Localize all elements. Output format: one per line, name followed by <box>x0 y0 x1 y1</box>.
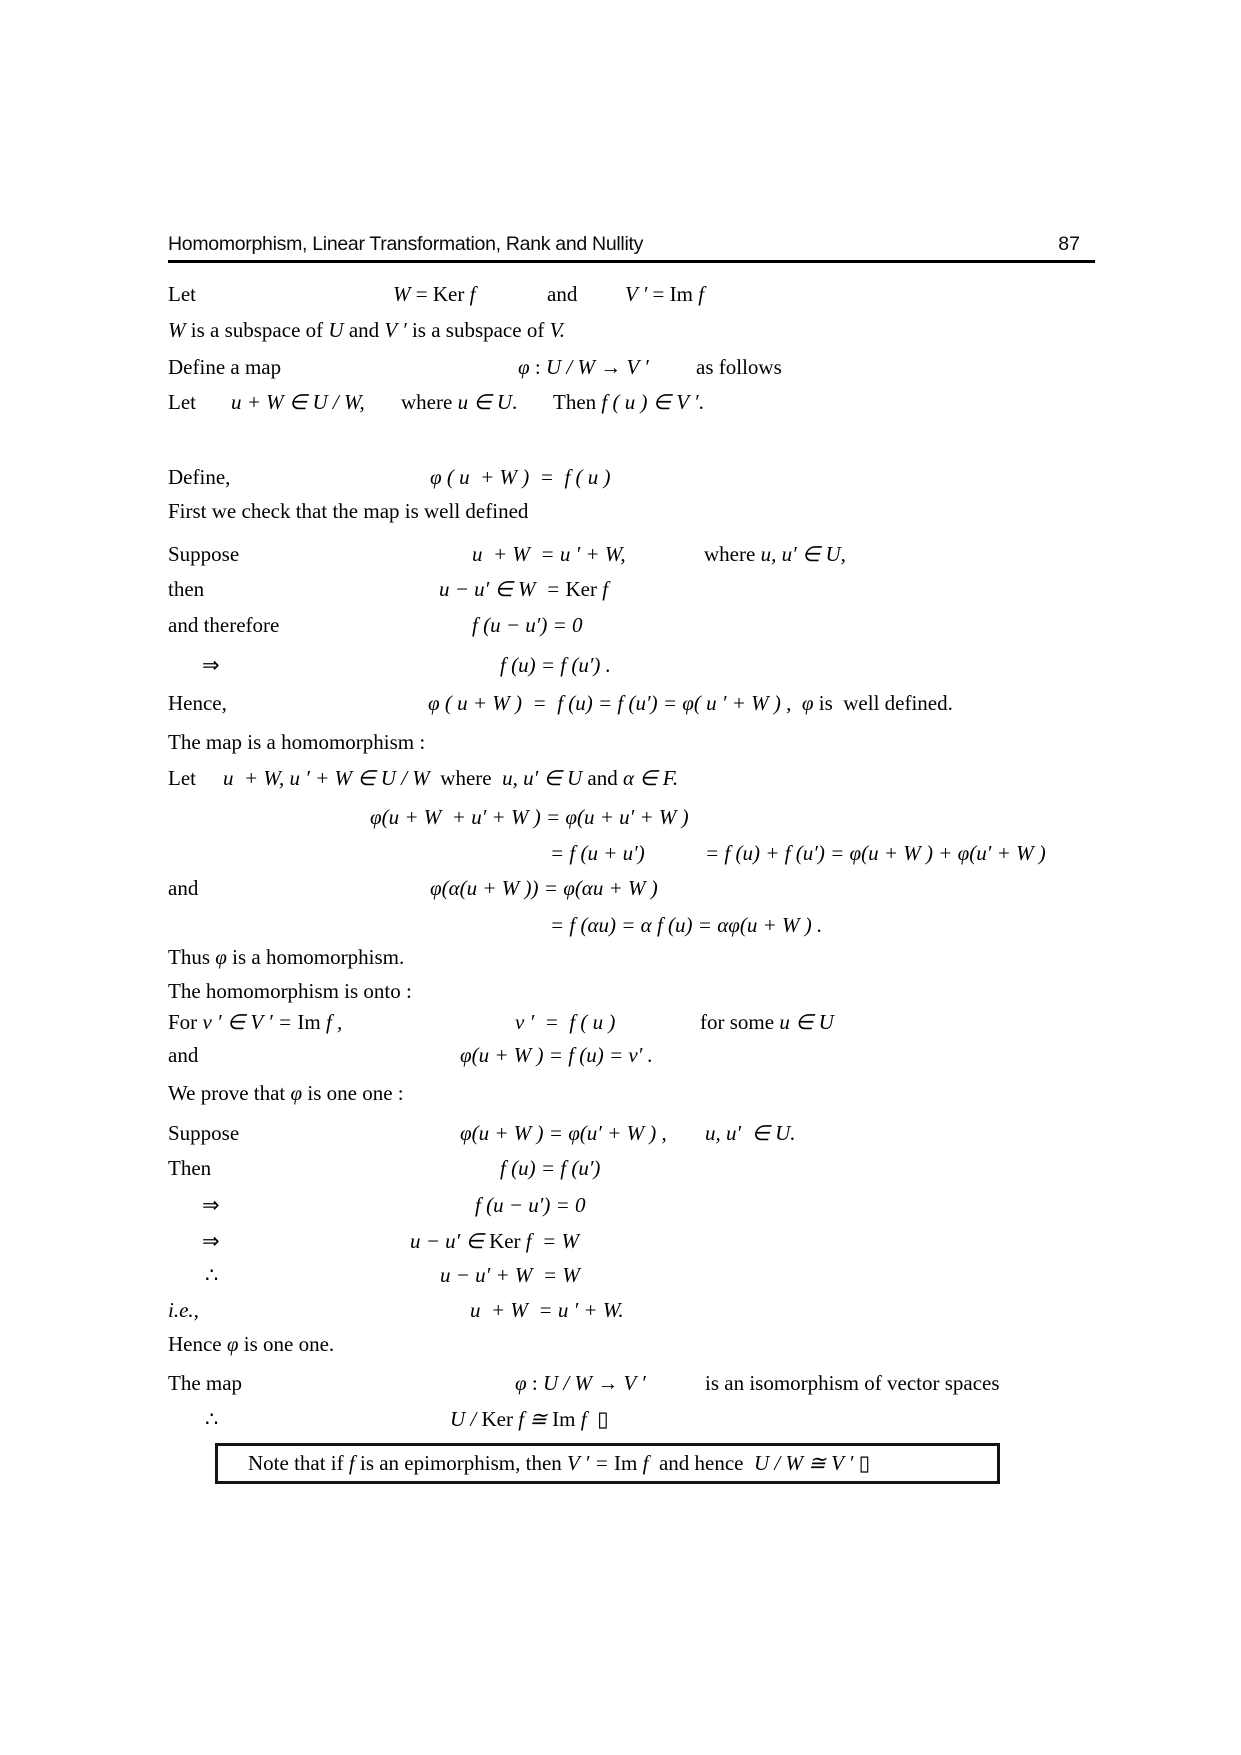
text-line <box>0 1190 1241 1220</box>
text-chunk: Suppose <box>168 1121 240 1145</box>
note-text: Note that if f is an epimorphism, then V ′ = Im f and hence U / W ≅ V ′ ▯ <box>248 1451 871 1475</box>
text-line <box>0 387 1241 417</box>
text-chunk: where u, u′ ∈ U, <box>704 542 846 566</box>
text-chunk: φ ( u + W ) = f ( u ) <box>430 465 611 489</box>
text-chunk: i.e., <box>168 1298 199 1322</box>
text-chunk: = f (u) + f (u′) = φ(u + W ) + φ(u′ + W ) <box>705 841 1046 865</box>
text-chunk: W is a subspace of U and V ′ is a subspace of V. <box>168 318 565 342</box>
text-line <box>0 610 1241 640</box>
text-chunk: u − u′ ∈ W = Ker f <box>439 577 609 601</box>
text-chunk: ⇒ <box>202 1193 220 1217</box>
text-line <box>0 315 1241 345</box>
text-line <box>0 496 1241 526</box>
text-line <box>0 838 1241 868</box>
text-line <box>0 1260 1241 1290</box>
text-chunk: is an isomorphism of vector spaces <box>705 1371 1000 1395</box>
text-line <box>0 1078 1241 1108</box>
text-chunk: v ′ = f ( u ) <box>515 1010 616 1034</box>
text-chunk: u, u′ ∈ U. <box>705 1121 796 1145</box>
header-rule <box>168 260 1095 263</box>
text-chunk: and <box>547 282 578 306</box>
text-chunk: φ : U / W → V ′ <box>518 355 649 379</box>
text-chunk: ⇒ <box>202 653 220 677</box>
text-chunk: = f (u + u′) <box>550 841 645 865</box>
text-chunk: φ : U / W → V ′ <box>515 1371 646 1395</box>
text-line <box>0 763 1241 793</box>
text-line <box>0 727 1241 757</box>
text-chunk: and <box>168 876 199 900</box>
text-chunk: Hence, <box>168 691 227 715</box>
text-line <box>0 1368 1241 1398</box>
text-chunk: u + W ∈ U / W, <box>231 390 365 414</box>
text-chunk: f (u) = f (u′) <box>500 1156 601 1180</box>
text-chunk: f (u) = f (u′) . <box>500 653 611 677</box>
text-line <box>0 1153 1241 1183</box>
text-chunk: Define, <box>168 465 231 489</box>
text-line <box>0 1329 1241 1359</box>
text-line <box>0 1295 1241 1325</box>
running-header-title: Homomorphism, Linear Transformation, Rank and Nullity <box>168 233 644 255</box>
note-box <box>215 1443 1000 1484</box>
text-chunk: f (u − u′) = 0 <box>472 613 583 637</box>
text-chunk: We prove that φ is one one : <box>168 1081 404 1105</box>
text-chunk: φ(u + W ) = f (u) = v′ . <box>460 1043 653 1067</box>
text-chunk: The homomorphism is onto : <box>168 979 412 1003</box>
text-line <box>0 352 1241 382</box>
text-chunk: ∴ <box>205 1407 219 1431</box>
text-chunk: First we check that the map is well defined <box>168 499 529 523</box>
text-chunk: φ(α(u + W )) = φ(αu + W ) <box>430 876 658 900</box>
text-line <box>0 574 1241 604</box>
text-chunk: φ ( u + W ) = f (u) = f (u′) = φ( u ′ + W ) , φ is well defined. <box>428 691 953 715</box>
text-line <box>0 1007 1241 1037</box>
text-chunk: Let <box>168 282 196 306</box>
text-line <box>0 1226 1241 1256</box>
text-chunk: φ(u + W ) = φ(u′ + W ) , <box>460 1121 667 1145</box>
text-chunk: u + W = u ′ + W. <box>470 1298 624 1322</box>
text-chunk: f (u − u′) = 0 <box>475 1193 586 1217</box>
text-chunk: u + W = u ′ + W, <box>472 542 626 566</box>
text-chunk: u + W, u ′ + W ∈ U / W where u, u′ ∈ U and α ∈ F. <box>223 766 679 790</box>
page-number: 87 <box>1058 233 1080 255</box>
text-line <box>0 802 1241 832</box>
text-chunk: as follows <box>696 355 782 379</box>
text-line <box>0 1040 1241 1070</box>
text-line <box>0 462 1241 492</box>
text-chunk: Suppose <box>168 542 240 566</box>
text-chunk: U / Ker f ≅ Im f ▯ <box>450 1407 609 1431</box>
text-chunk: ⇒ <box>202 1229 220 1253</box>
text-line <box>0 539 1241 569</box>
text-chunk: where u ∈ U. <box>401 390 518 414</box>
text-chunk: The map is a homomorphism : <box>168 730 426 754</box>
text-line <box>0 1404 1241 1434</box>
text-chunk: For v ′ ∈ V ′ = Im f , <box>168 1010 343 1034</box>
text-line <box>0 279 1241 309</box>
text-chunk: Let <box>168 766 196 790</box>
text-chunk: u − u′ + W = W <box>440 1263 580 1287</box>
text-chunk: Let <box>168 390 196 414</box>
text-line <box>0 650 1241 680</box>
text-chunk: Then <box>168 1156 212 1180</box>
text-line <box>0 910 1241 940</box>
text-chunk: Define a map <box>168 355 282 379</box>
text-line <box>0 1118 1241 1148</box>
text-chunk: for some u ∈ U <box>700 1010 834 1034</box>
text-line <box>0 942 1241 972</box>
text-chunk: and therefore <box>168 613 280 637</box>
text-chunk: The map <box>168 1371 243 1395</box>
text-chunk: = f (αu) = α f (u) = αφ(u + W ) . <box>550 913 823 937</box>
text-chunk: φ(u + W + u′ + W ) = φ(u + u′ + W ) <box>370 805 689 829</box>
text-chunk: then <box>168 577 205 601</box>
text-chunk: Hence φ is one one. <box>168 1332 335 1356</box>
text-chunk: W = Ker f <box>393 282 476 306</box>
text-chunk: ∴ <box>205 1263 219 1287</box>
text-chunk: Then f ( u ) ∈ V ′. <box>553 390 704 414</box>
text-chunk: V ′ = Im f <box>625 282 705 306</box>
text-chunk: Thus φ is a homomorphism. <box>168 945 405 969</box>
text-chunk: and <box>168 1043 199 1067</box>
text-line <box>0 873 1241 903</box>
text-line <box>0 688 1241 718</box>
text-chunk: u − u′ ∈ Ker f = W <box>410 1229 580 1253</box>
text-line <box>0 976 1241 1006</box>
